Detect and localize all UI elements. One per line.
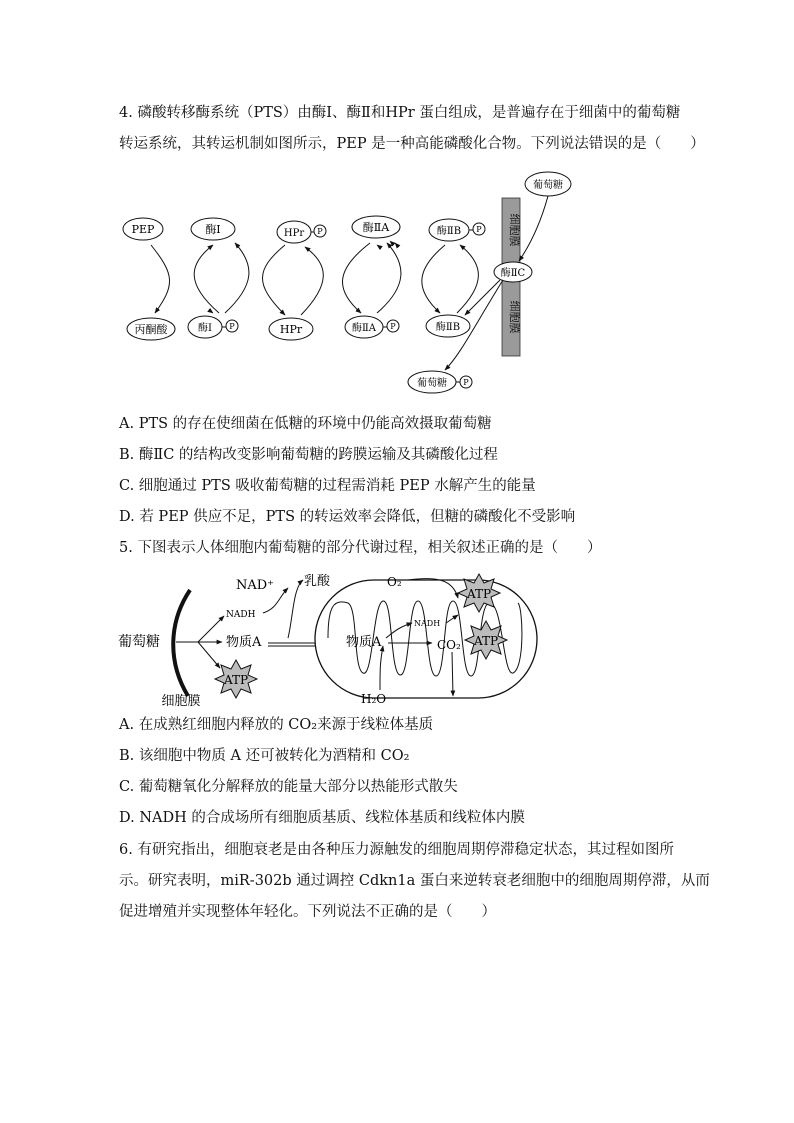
q4-option-b: B. 酶ⅡC 的结构改变影响葡萄糖的跨膜运输及其磷酸化过程 [119, 447, 498, 463]
q4-option-a: A. PTS 的存在使细菌在低糖的环境中仍能高效摄取葡萄糖 [119, 416, 492, 432]
nadh-mito: NADH [414, 619, 441, 628]
svg-text:HPr: HPr [279, 323, 303, 336]
nadh-cyto: NADH [226, 610, 256, 620]
svg-text:酶ⅡA: 酶ⅡA [351, 323, 377, 334]
svg-text:ATP: ATP [466, 587, 492, 601]
q5-option-c: C. 葡萄糖氧化分解释放的能量大部分以热能形式散失 [119, 779, 458, 795]
cell-membrane-label: 细胞膜 [161, 694, 201, 709]
q4-stem-line1: 4. 磷酸转移酶系统（PTS）由酶Ⅰ、酶Ⅱ和HPr 蛋白组成，是普遍存在于细菌中的葡萄糖 [119, 105, 681, 121]
q5-option-d: D. NADH 的合成场所有细胞质基质、线粒体基质和线粒体内膜 [119, 810, 525, 826]
cell-membrane-arc [173, 590, 190, 696]
svg-text:P: P [317, 227, 323, 236]
membrane-label-top: 细胞膜 [508, 213, 521, 247]
q4-stem-line2: 转运系统，其转运机制如图所示，PEP 是一种高能磷酸化合物。下列说法错误的是（ ） [119, 136, 705, 152]
svg-text:P: P [476, 225, 482, 234]
svg-text:葡萄糖: 葡萄糖 [417, 378, 447, 389]
svg-text:HPr: HPr [283, 228, 305, 239]
q5-option-a: A. 在成熟红细胞内释放的 CO₂来源于线粒体基质 [119, 717, 434, 733]
lactic-acid-label: 乳酸 [304, 574, 331, 589]
svg-text:P: P [390, 322, 396, 331]
pts-diagram [115, 165, 585, 400]
nad-label: NAD⁺ [236, 578, 275, 593]
q4-option-c: C. 细胞通过 PTS 吸收葡萄糖的过程需消耗 PEP 水解产生的能量 [119, 478, 536, 494]
membrane-label-bottom: 细胞膜 [508, 300, 521, 334]
h2o-label: H₂O [361, 692, 387, 706]
svg-text:PEP: PEP [131, 223, 155, 236]
q6-line2: 示。研究表明，miR-302b 通过调控 Cdkn1a 蛋白来逆转衰老细胞中的细胞周期停滞，从而 [119, 873, 710, 889]
glucose-metabolism-diagram [118, 568, 550, 710]
co2-label: CO₂ [437, 638, 461, 652]
q5-option-b: B. 该细胞中物质 A 还可被转化为酒精和 CO₂ [119, 748, 410, 764]
o2-label: O₂ [387, 575, 402, 589]
svg-text:酶ⅡA: 酶ⅡA [362, 221, 390, 234]
svg-text:丙酮酸: 丙酮酸 [134, 323, 168, 336]
q6-line1: 6. 有研究指出，细胞衰老是由各种压力源触发的细胞周期停滞稳定状态，其过程如图所 [119, 842, 674, 858]
reaction-arrows [151, 241, 478, 315]
substance-a-cyto: 物质A [226, 635, 262, 650]
svg-text:酶Ⅰ: 酶Ⅰ [198, 323, 212, 334]
q5-stem: 5. 下图表示人体细胞内葡萄糖的部分代谢过程，相关叙述正确的是（ ） [119, 540, 602, 556]
svg-text:酶ⅡB: 酶ⅡB [436, 226, 462, 237]
svg-text:葡萄糖: 葡萄糖 [533, 180, 563, 191]
q4-option-d: D. 若 PEP 供应不足，PTS 的转运效率会降低，但糖的磷酸化不受影响 [119, 509, 576, 525]
svg-text:ATP: ATP [223, 673, 249, 687]
svg-text:酶ⅡB: 酶ⅡB [435, 322, 461, 333]
substance-a-mito: 物质A [346, 635, 382, 650]
q6-line3: 促进增殖并实现整体年轻化。下列说法不正确的是（ ） [119, 904, 496, 920]
svg-text:P: P [463, 378, 469, 387]
glucose-label: 葡萄糖 [118, 634, 160, 650]
svg-text:P: P [229, 322, 235, 331]
svg-text:酶ⅡC: 酶ⅡC [500, 268, 526, 279]
svg-text:ATP: ATP [473, 634, 499, 648]
svg-text:酶Ⅰ: 酶Ⅰ [205, 223, 221, 236]
